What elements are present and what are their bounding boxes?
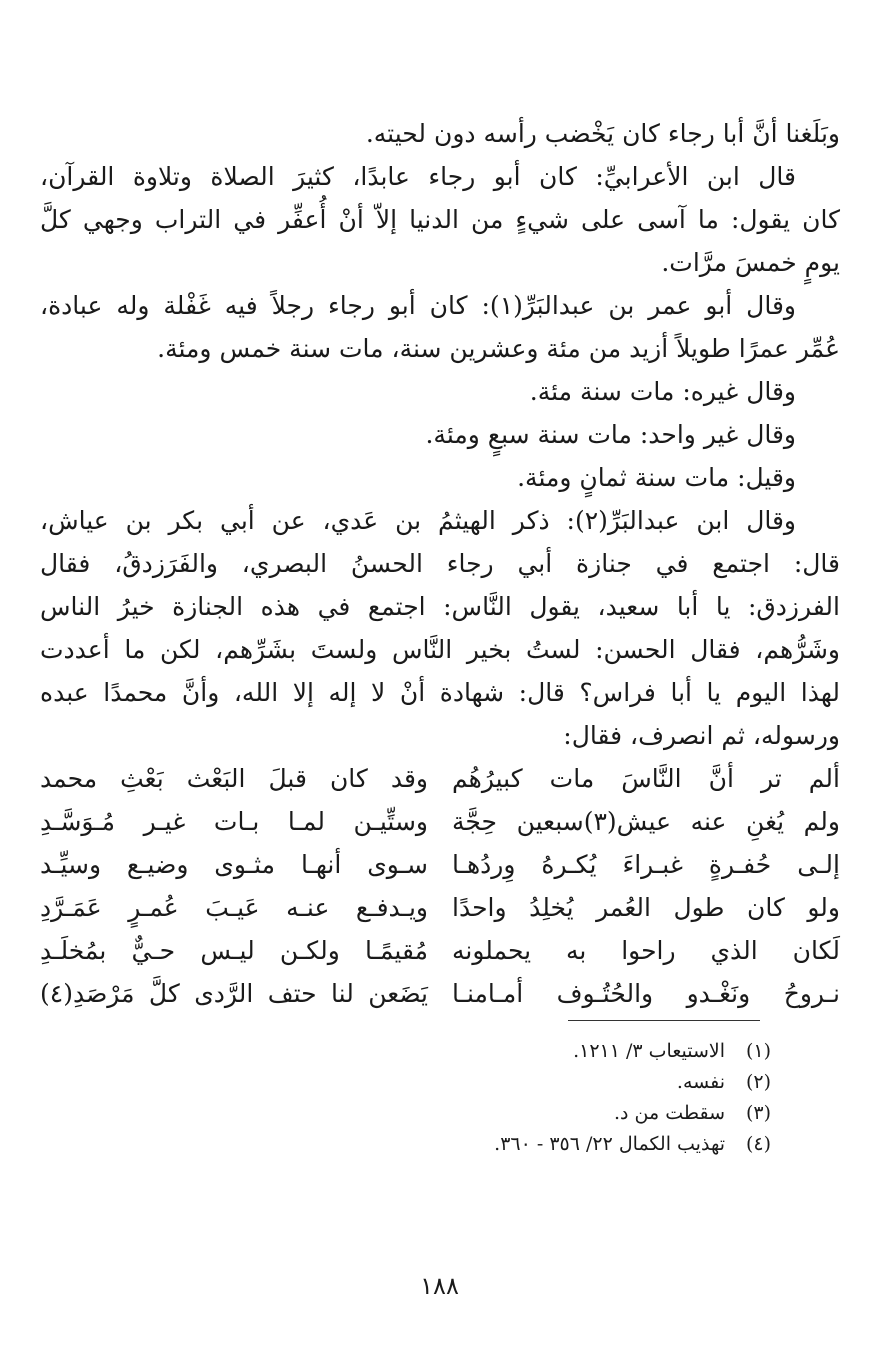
verse-second-hemistich: ويـدفـع عنـه عَيـبَ عُمـرٍ عَمَـرَّدِ: [40, 893, 428, 922]
footnote-text: تهذيب الكمال ٢٢/ ٣٥٦ - ٣٦٠.: [494, 1133, 725, 1155]
footnote-text: سقطت من د.: [614, 1102, 725, 1124]
text-line: ورسوله، ثم انصرف، فقال:: [563, 721, 840, 750]
text-line: وبَلَغنا أنَّ أبا رجاء كان يَخْضب رأسه دون لحيته.: [365, 119, 840, 148]
text-line: وشَرُّهم، فقال الحسن: لستُ بخير النَّاس ولستَ بشَرِّهم، لكن ما أعددت: [40, 635, 840, 664]
footnote: [371, 1098, 771, 1129]
text-line: وقال ابن عبدالبَرِّ(٢): ذكر الهيثمُ بن عَدي، عن أبي بكر بن عياش،: [40, 506, 797, 535]
footnote-text: الاستيعاب ٣/ ١٢١١.: [573, 1040, 725, 1062]
text-line: وقال أبو عمر بن عبدالبَرِّ(١): كان أبو رجاء رجلاً فيه غَفْلة وله عبادة،: [40, 291, 796, 320]
verse-line: [40, 929, 840, 972]
text-line: الفرزدق: يا أبا سعيد، يقول النَّاس: اجتمع في هذه الجنازة خيرُ الناس: [40, 592, 840, 621]
footnote: [371, 1036, 771, 1067]
footnote: [371, 1129, 771, 1160]
verse-line: [40, 800, 840, 843]
footnote-number: (١): [745, 1040, 771, 1062]
footnote-text: نفسه.: [676, 1071, 725, 1093]
footnote-number: (٢): [745, 1071, 771, 1093]
poem: [40, 757, 840, 1015]
verse-second-hemistich: وستِّيـن لمـا بـات غيـر مُـوَسَّـدِ: [40, 807, 428, 836]
verse-second-hemistich: مُقيمًـا ولكـن ليـس حـيٌّ بمُخلَـدِ: [40, 936, 428, 965]
text-line: قال: اجتمع في جنازة أبي رجاء الحسنُ البصري، والفَرَزدقُ، فقال: [40, 549, 840, 578]
footnote: [371, 1067, 771, 1098]
text-line: كان يقول: ما آسى على شيءٍ من الدنيا إلاّ أنْ أُعفِّر في التراب وجهي كلَّ: [40, 205, 840, 234]
verse-second-hemistich: يَضَعن لنا حتف الرَّدى كلَّ مَرْصَدِ(٤): [40, 979, 428, 1008]
verse-first-hemistich: ولم يُغنِ عنه عيش(٣)سبعين حِجَّة: [452, 807, 840, 836]
main-text: [40, 112, 840, 1015]
footnote-number: (٣): [745, 1102, 771, 1124]
verse-first-hemistich: ألم تر أنَّ النَّاسَ مات كبيرُهُم: [452, 764, 840, 793]
page-number: ١٨٨: [420, 1272, 459, 1300]
verse-line: [40, 886, 840, 929]
verse-line: [40, 843, 840, 886]
text-line: وقيل: مات سنة ثمانٍ ومئة.: [517, 463, 796, 492]
text-line: يومٍ خمسَ مرَّات.: [661, 248, 840, 277]
footnote-separator: [568, 1020, 760, 1021]
footnote-number: (٤): [745, 1133, 771, 1155]
verse-second-hemistich: سـوى أنهـا مثـوى وضيـع وسيِّـد: [40, 850, 428, 879]
verse-second-hemistich: وقد كان قبلَ البَعْث بَعْثِ محمد: [40, 764, 428, 793]
verse-first-hemistich: لَكان الذي راحوا به يحملونه: [452, 936, 840, 965]
body-paragraphs: [40, 112, 840, 757]
verse-first-hemistich: نـروحُ ونَغْـدو والحُتُـوف أمـامنـا: [452, 979, 840, 1008]
text-line: وقال غير واحد: مات سنة سبعٍ ومئة.: [425, 420, 796, 449]
footnotes: [371, 1036, 771, 1160]
text-line: لهذا اليوم يا أبا فراس؟ قال: شهادة أنْ لا إله إلا الله، وأنَّ محمدًا عبده: [40, 678, 840, 707]
text-line: عُمِّر عمرًا طويلاً أزيد من مئة وعشرين سنة، مات سنة خمس ومئة.: [157, 334, 840, 363]
verse-line: [40, 972, 840, 1015]
verse-first-hemistich: إلـى حُفـرةٍ غبـراءَ يُكـرهُ وِردُهـا: [452, 850, 840, 879]
verse-line: [40, 757, 840, 800]
text-line: قال ابن الأعرابيِّ: كان أبو رجاء عابدًا، كثيرَ الصلاة وتلاوة القرآن،: [40, 162, 796, 191]
verse-first-hemistich: ولو كان طول العُمر يُخلِدُ واحدًا: [452, 893, 840, 922]
text-line: وقال غيره: مات سنة مئة.: [529, 377, 796, 406]
